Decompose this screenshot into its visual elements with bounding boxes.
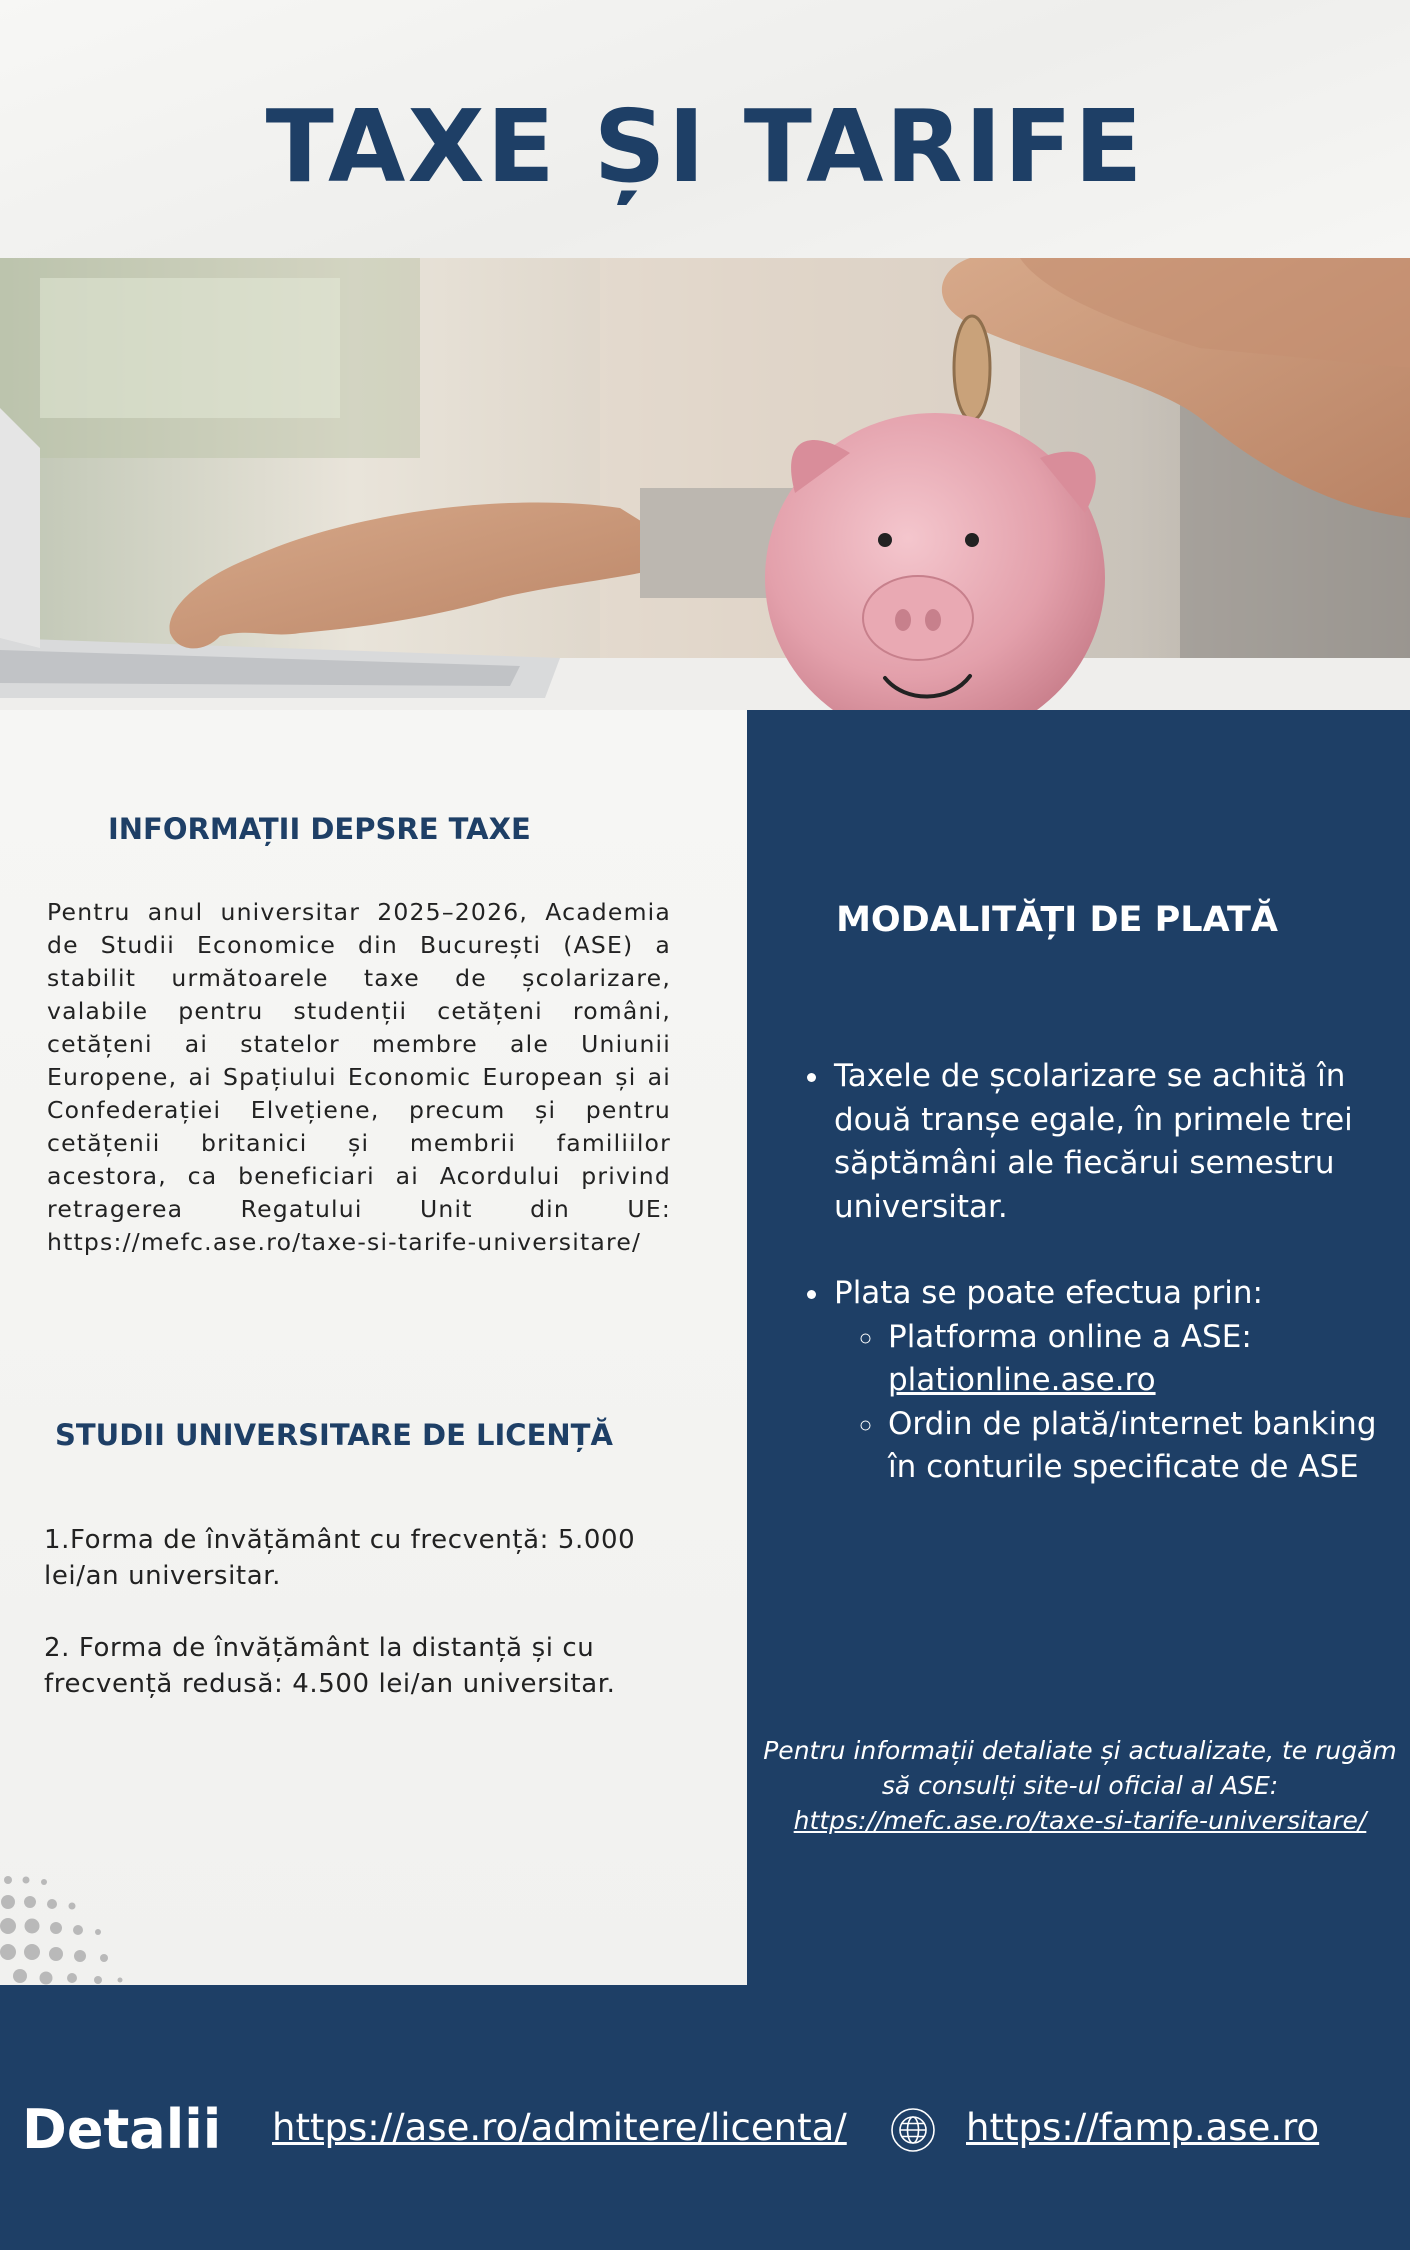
payment-bullet-methods [832, 1272, 1380, 1490]
info-text: Pentru anul universitar 2025–2026, Academia de Studii Economice din București (ASE) a stabilit următoarele taxe de școlarizare, valabile pentru studenții cetățeni români, cetățeni ai statelor membre ale Uniunii Europene, ai Spațiului Economic European și ai Confederației Elvețiene, precum și pentru cetățenii britanici și membrii familiilor acestora, ca beneficiari ai Acordului privind retragerea Regatului Unit din UE: https://mefc.ase.ro/taxe-si-tarife-universitare/ [47, 898, 671, 1256]
payment-methods-label: Plata se poate efectua prin: [834, 1275, 1263, 1311]
globe-icon [890, 2107, 936, 2153]
plationline-link[interactable]: plationline.ase.ro [888, 1362, 1156, 1398]
payment-bullet-tranșe: • Taxele de școlarizare se achită în două tranșe egale, în primele trei săptămâni ale fiecărui semestru universitar. [832, 1055, 1380, 1229]
page-title: TAXE ȘI TARIFE [265, 88, 1145, 205]
payment-note-text: Pentru informații detaliate și actualizate, te rugăm să consulți site-ul oficial al ASE: [763, 1736, 1397, 1800]
licenta-item-distanta: 2. Forma de învățământ la distanță și cu frecvență redusă: 4.500 lei/an universitar. [44, 1633, 616, 1699]
payment-method-order: ◦ Ordin de plată/internet banking în conturile specificate de ASE [886, 1403, 1380, 1490]
piggy-bank-photo [0, 258, 1410, 710]
payment-method-online-label: Platforma online a ASE: [888, 1318, 1252, 1355]
halftone-dots-decoration [0, 1870, 140, 1985]
famp-link[interactable]: https://famp.ase.ro [966, 2106, 1320, 2149]
mefc-link[interactable]: https://mefc.ase.ro/taxe-si-tarife-universitare/ [793, 1806, 1367, 1835]
payment-note [760, 1733, 1400, 1838]
payment-method-online [886, 1316, 1380, 1403]
payment-heading: MODALITĂȚI DE PLATĂ [836, 900, 1278, 940]
info-heading: INFORMAȚII DEPSRE TAXE [108, 812, 531, 846]
payment-list [800, 1055, 1380, 1490]
admitere-link[interactable]: https://ase.ro/admitere/licenta/ [272, 2106, 847, 2149]
licenta-item-frecventa: 1.Forma de învățământ cu frecvență: 5.000 lei/an universitar. [44, 1525, 636, 1591]
footer-title: Detalii [22, 2098, 222, 2161]
licenta-heading: STUDII UNIVERSITARE DE LICENȚĂ [55, 1418, 613, 1452]
